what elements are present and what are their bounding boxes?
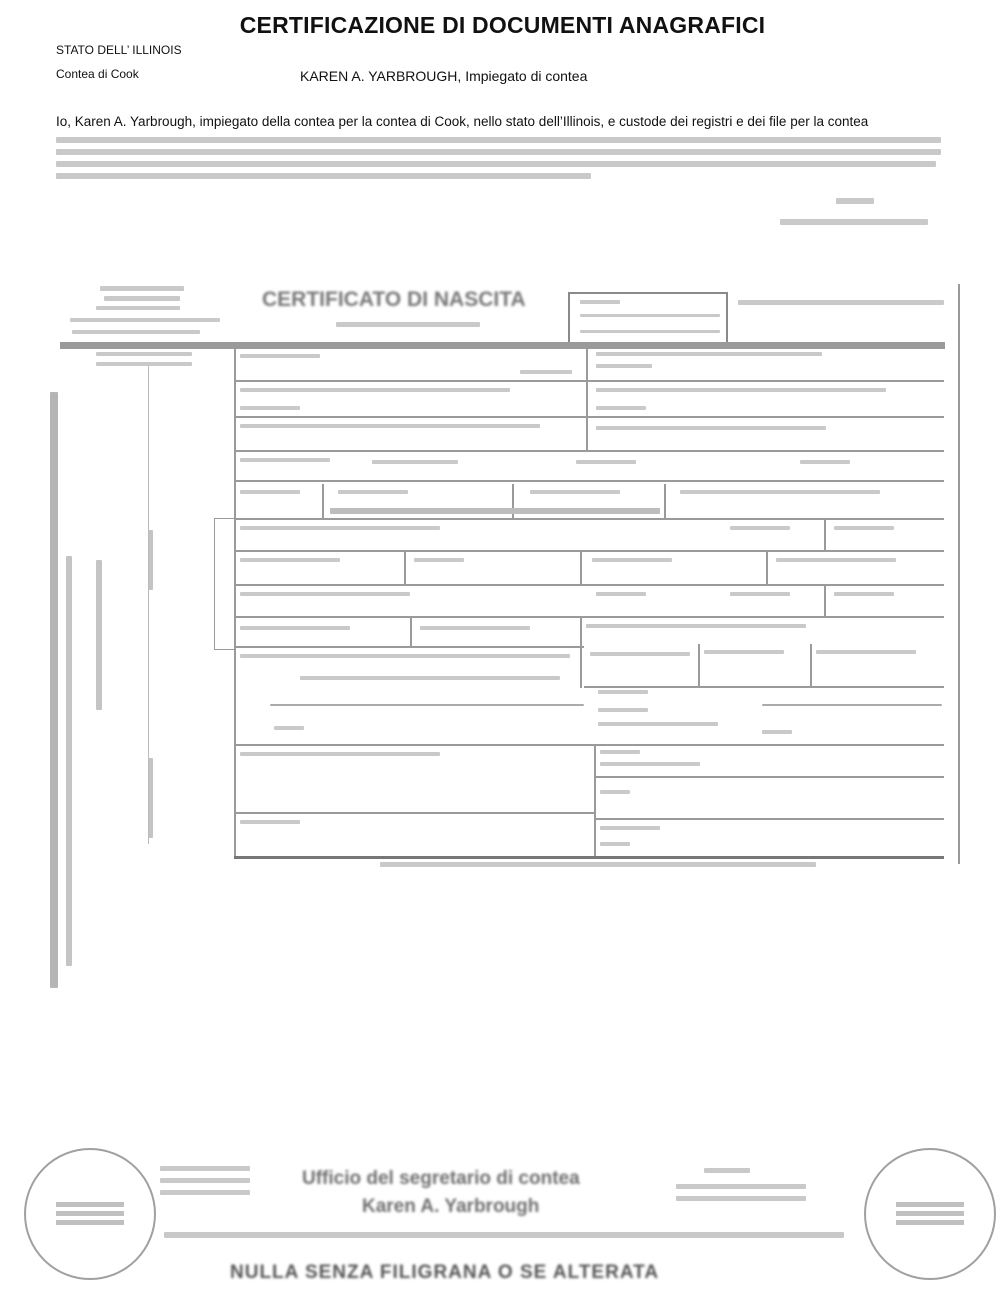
intro-text: Io, Karen A. Yarbrough, impiegato della contea per la contea di Cook, nello stato dell’Illinois, e custode dei registri e dei file per la contea: [56, 114, 869, 129]
clerk-line: KAREN A. YARBROUGH, Impiegato di contea: [300, 68, 588, 84]
right-seal: [864, 1148, 996, 1280]
county-label: Contea di Cook: [56, 67, 139, 81]
state-label: STATO DELL’ ILLINOIS: [56, 43, 182, 57]
document-title: CERTIFICAZIONE DI DOCUMENTI ANAGRAFICI: [239, 12, 766, 38]
footer-name: Karen A. Yarbrough: [362, 1196, 540, 1217]
left-seal: [24, 1148, 156, 1280]
certificate-heading: CERTIFICATO DI NASCITA: [262, 288, 526, 311]
footer-warning: NULLA SENZA FILIGRANA O SE ALTERATA: [230, 1262, 660, 1283]
footer-office: Ufficio del segretario di contea: [302, 1168, 580, 1189]
